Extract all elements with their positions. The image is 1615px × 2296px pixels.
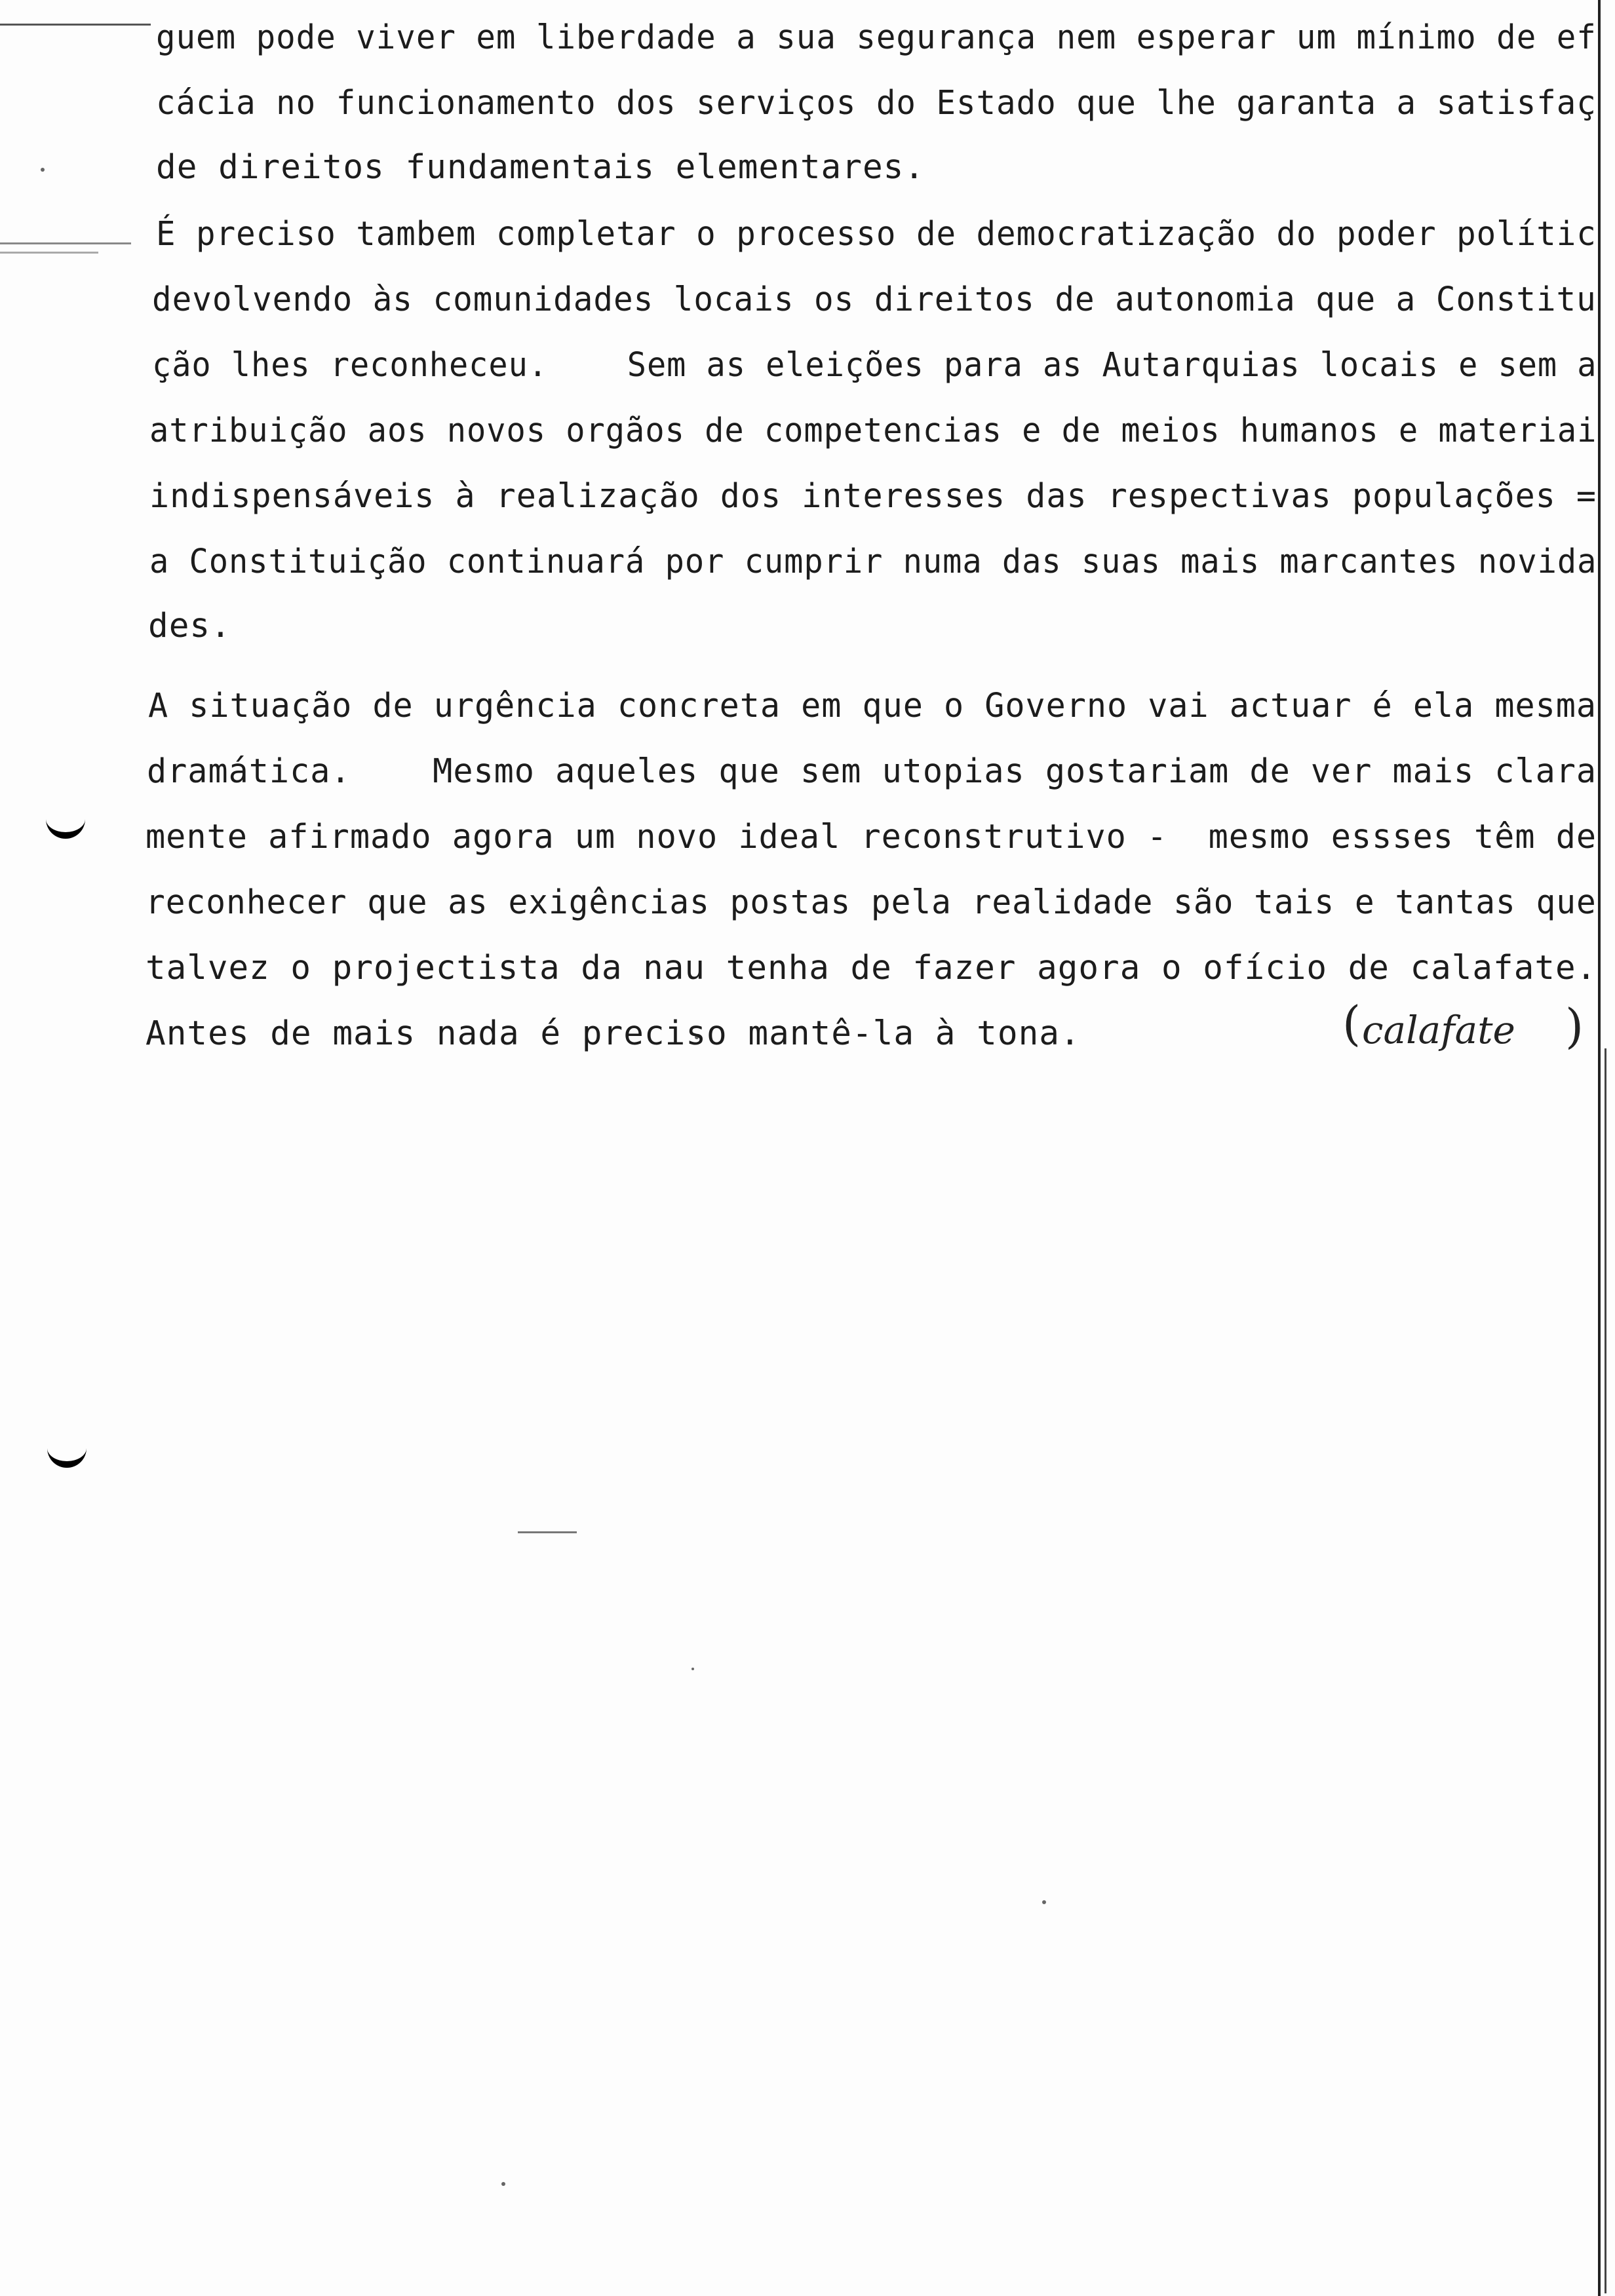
- text-line: ção lhes reconheceu. Sem as eleições para as Autarquias locais e sem a: [152, 346, 1597, 385]
- ink-speck: [41, 168, 45, 172]
- text-line: a Constituição continuará por cumprir numa das suas mais marcantes novida: [149, 543, 1597, 581]
- ink-speck: [501, 2182, 505, 2186]
- text-line: É preciso tambem completar o processo de democratização do poder polític: [156, 215, 1597, 254]
- text-line: dramática. Mesmo aqueles que sem utopias gostariam de ver mais clara: [147, 752, 1597, 791]
- text-line: des.: [148, 607, 231, 645]
- handwritten-correction: calafate: [1362, 1008, 1515, 1052]
- ink-speck: [691, 1668, 694, 1670]
- text-line: cácia no funcionamento dos serviços do Estado que lhe garanta a satisfaç: [156, 84, 1597, 123]
- text-line: talvez o projectista da nau tenha de fazer agora o ofício de calafate.: [146, 949, 1597, 987]
- text-line: de direitos fundamentais elementares.: [156, 148, 925, 187]
- ink-speck: [1042, 1900, 1046, 1904]
- text-line: devolvendo às comunidades locais os direitos de autonomia que a Constitu: [152, 280, 1597, 319]
- handwritten-close-paren: ): [1565, 999, 1584, 1054]
- text-line: guem pode viver em liberdade a sua segurança nem esperar um mínimo de ef: [156, 18, 1597, 57]
- text-line: atribuição aos novos orgãos de competencias e de meios humanos e materiai: [149, 411, 1597, 450]
- stray-mark: [518, 1531, 577, 1533]
- page-edge-shadow: [1598, 0, 1601, 2296]
- margin-dash: [0, 252, 98, 254]
- margin-dash: [0, 242, 131, 244]
- text-line: mente afirmado agora um novo ideal reconstrutivo - mesmo essses têm de: [146, 818, 1597, 856]
- text-line: reconhecer que as exigências postas pela realidade são tais e tantas que: [146, 883, 1597, 922]
- page-edge-shadow-inner: [1605, 1048, 1606, 2293]
- text-line: Antes de mais nada é preciso mantê-la à tona.: [146, 1014, 1081, 1053]
- text-line: A situação de urgência concreta em que o Governo vai actuar é ela mesma: [148, 687, 1597, 725]
- handwritten-open-paren: (: [1342, 996, 1361, 1051]
- text-line: indispensáveis à realização dos interesses das respectivas populações =: [149, 477, 1597, 516]
- punch-hole-icon: [47, 1428, 87, 1468]
- margin-dash: [0, 24, 151, 26]
- punch-hole-icon: [46, 799, 85, 839]
